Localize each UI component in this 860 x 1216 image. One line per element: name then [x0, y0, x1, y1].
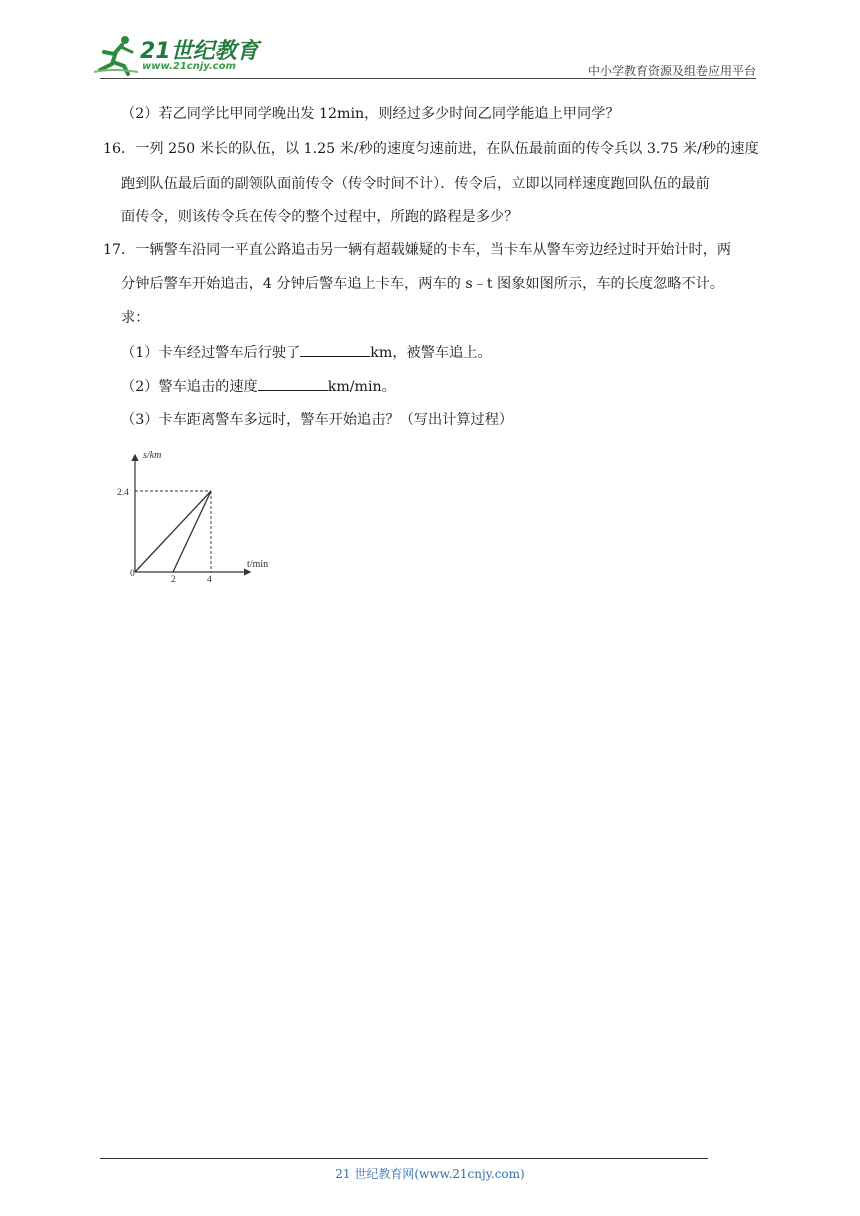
- y-tick-label: 2.4: [117, 488, 129, 498]
- footer-text[interactable]: 21 世纪教育网(www.21cnjy.com): [335, 1167, 525, 1181]
- q17-part1-unit: km，被警车追上。: [370, 345, 492, 361]
- x-axis-label: t/min: [247, 559, 269, 570]
- st-graph-svg: [115, 445, 285, 590]
- q17-part3: （3）卡车距离警车多远时，警车开始追击？（写出计算过程）: [121, 412, 514, 428]
- q16-line1: 16．一列 250 米长的队伍，以 1.25 米/秒的速度匀速前进，在队伍最前面的传令兵以 3.75 米/秒的速度: [103, 141, 759, 157]
- x-tick-label: 2: [171, 575, 176, 585]
- truck-line: [135, 491, 211, 572]
- q17-part2: [121, 376, 396, 397]
- logo-text: 21世纪教育: [140, 39, 259, 64]
- q17-line3: 求：: [121, 310, 150, 326]
- answer-blank-1[interactable]: [300, 342, 370, 357]
- x-tick-label: 4: [207, 575, 212, 585]
- page-header: [0, 0, 860, 80]
- q17-part1-text: （1）卡车经过警车后行驶了: [121, 345, 301, 361]
- origin-label: 0: [130, 569, 135, 579]
- q17-line1: 17．一辆警车沿同一平直公路追击另一辆有超载嫌疑的卡车，当卡车从警车旁边经过时开始计时，两: [103, 242, 732, 258]
- logo-url: www.21cnjy.com: [142, 61, 236, 72]
- q15-part2: （2）若乙同学比甲同学晚出发 12min，则经过多少时间乙同学能追上甲同学？: [121, 106, 620, 122]
- st-graph: [115, 445, 285, 590]
- q17-line2: 分钟后警车开始追击，4 分钟后警车追上卡车，两车的 s﹣t 图象如图所示，车的长度忽略不计。: [121, 276, 725, 292]
- q17-part1: [121, 342, 492, 363]
- answer-blank-2[interactable]: [258, 376, 328, 391]
- police-car-line: [173, 491, 211, 572]
- q16-line3: 面传令，则该传令兵在传令的整个过程中，所跑的路程是多少？: [121, 209, 519, 225]
- running-figure-icon: [92, 34, 140, 76]
- header-divider: [100, 78, 756, 79]
- footer-divider: [100, 1158, 708, 1159]
- q17-part2-unit: km/min。: [327, 379, 396, 395]
- y-axis-label: s/km: [143, 450, 162, 461]
- q16-line2: 跑到队伍最后面的副领队面前传令（传令时间不计）．传令后，立即以同样速度跑回队伍的最前: [121, 176, 710, 192]
- q17-part2-text: （2）警车追击的速度: [121, 379, 258, 395]
- platform-name: 中小学教育资源及组卷应用平台: [587, 64, 756, 78]
- site-logo[interactable]: [92, 34, 267, 76]
